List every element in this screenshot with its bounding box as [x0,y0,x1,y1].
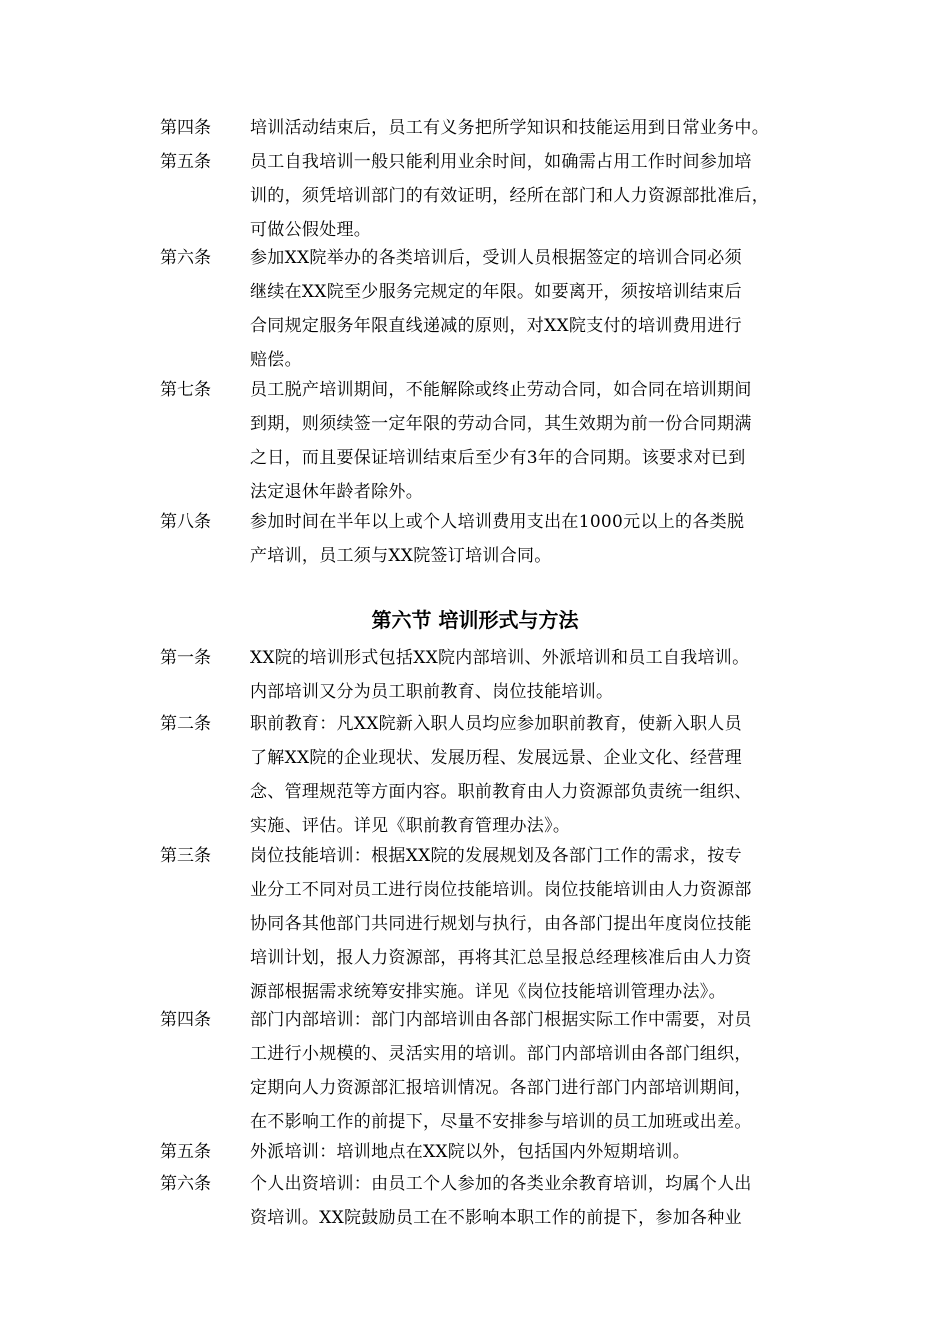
article-line: 参加时间在半年以上或个人培训费用支出在1000元以上的各类脱 [250,512,745,532]
article-body [250,707,820,843]
article-line: 源部根据需求统筹安排实施。详见《岗位技能培训管理办法》。 [250,982,726,1002]
article-number: 第六条 [160,1174,211,1194]
article-number: 第八条 [160,512,211,532]
article-line: 外派培训：培训地点在XX院以外，包括国内外短期培训。 [250,1142,691,1162]
article-number: 第二条 [160,714,211,734]
article-body [250,839,820,1009]
article-line: 岗位技能培训：根据XX院的发展规划及各部门工作的需求，按专 [250,846,742,866]
article-number: 第三条 [160,846,211,866]
article-line: 了解XX院的企业现状、发展历程、发展远景、企业文化、经营理 [250,748,742,768]
article-line: 到期，则须续签一定年限的劳动合同，其生效期为前一份合同期满 [250,414,752,434]
article-body [250,505,820,573]
article-line: 培训活动结束后，员工有义务把所学知识和技能运用到日常业务中。 [250,118,769,138]
article-body [250,373,820,509]
article-line: 定期向人力资源部汇报培训情况。各部门进行部门内部培训期间， [250,1078,752,1098]
article-line: 之日，而且要保证培训结束后至少有3年的合同期。该要求对已到 [250,448,746,468]
article-line: 培训计划，报人力资源部，再将其汇总呈报总经理核准后由人力资 [250,948,752,968]
article-line: 法定退休年龄者除外。 [250,482,423,502]
article-number: 第六条 [160,248,211,268]
article-line: XX院的培训形式包括XX院内部培训、外派培训和员工自我培训。 [250,648,750,668]
article-line: 资培训。XX院鼓励员工在不影响本职工作的前提下，参加各种业 [250,1208,742,1228]
article-number: 第四条 [160,118,211,138]
article-line: 继续在XX院至少服务完规定的年限。如要离开，须按培训结束后 [250,282,742,302]
article-number: 第五条 [160,152,211,172]
article-number: 第四条 [160,1010,211,1030]
article-line: 参加XX院举办的各类培训后，受训人员根据签定的培训合同必须 [250,248,742,268]
article-body [250,1135,820,1169]
article-line: 个人出资培训：由员工个人参加的各类业余教育培训，均属个人出 [250,1174,752,1194]
article-body [250,641,820,709]
article-body [250,1167,820,1235]
article-line: 部门内部培训：部门内部培训由各部门根据实际工作中需要，对员 [250,1010,752,1030]
article-number: 第五条 [160,1142,211,1162]
article-line: 念、管理规范等方面内容。职前教育由人力资源部负责统一组织、 [250,782,752,802]
article-line: 可做公假处理。 [250,220,372,240]
article-line: 训的，须凭培训部门的有效证明，经所在部门和人力资源部批准后， [250,186,769,206]
article-line: 产培训，员工须与XX院签订培训合同。 [250,546,552,566]
article-line: 合同规定服务年限直线递减的原则，对XX院支付的培训费用进行 [250,316,742,336]
article-line: 协同各其他部门共同进行规划与执行，由各部门提出年度岗位技能 [250,914,752,934]
article-line: 内部培训又分为员工职前教育、岗位技能培训。 [250,682,614,702]
article-line: 员工脱产培训期间，不能解除或终止劳动合同，如合同在培训期间 [250,380,752,400]
article-line: 赔偿。 [250,350,302,370]
article-body [250,145,820,247]
article-body [250,241,820,377]
article-line: 在不影响工作的前提下，尽量不安排参与培训的员工加班或出差。 [250,1112,752,1132]
article-number: 第七条 [160,380,211,400]
article-body [250,1003,820,1139]
article-line: 职前教育：凡XX院新入职人员均应参加职前教育，使新入职人员 [250,714,742,734]
article-number: 第一条 [160,648,211,668]
article-line: 业分工不同对员工进行岗位技能培训。岗位技能培训由人力资源部 [250,880,752,900]
article-body [250,111,820,145]
article-line: 工进行小规模的、灵活实用的培训。部门内部培训由各部门组织， [250,1044,752,1064]
article-line: 实施、评估。详见《职前教育管理办法》。 [250,816,571,836]
section-title: 第六节 培训形式与方法 [371,608,579,632]
article-line: 员工自我培训一般只能利用业余时间，如确需占用工作时间参加培 [250,152,752,172]
